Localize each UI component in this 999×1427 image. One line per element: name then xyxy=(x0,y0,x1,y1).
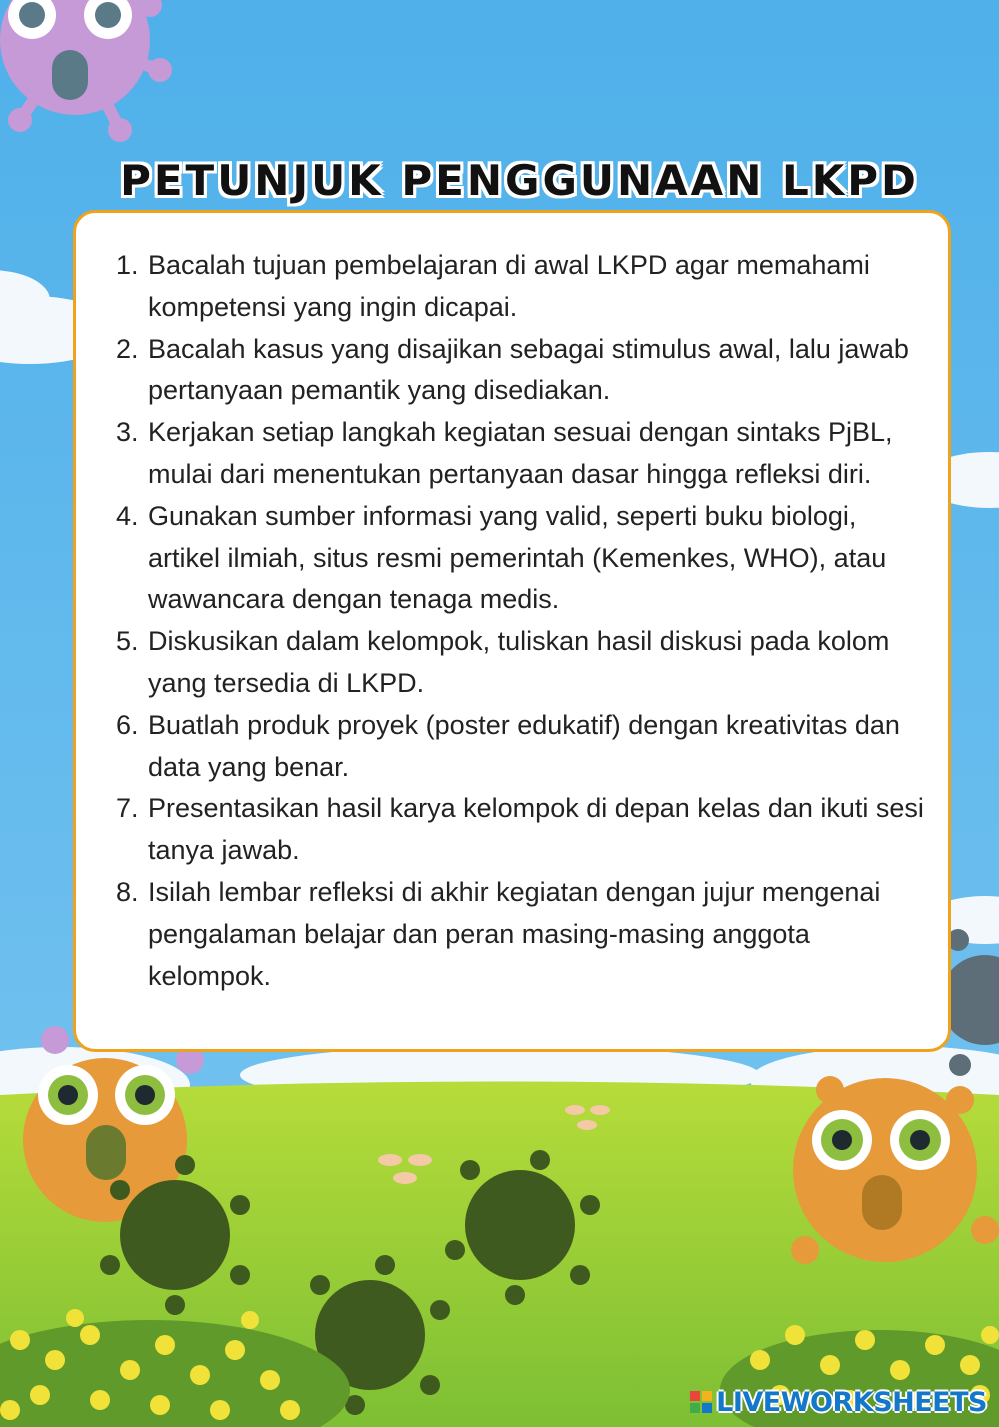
item-text: Presentasikan hasil karya kelompok di depan kelas dan ikuti sesi tanya jawab. xyxy=(148,793,924,866)
item-text: Kerjakan setiap langkah kegiatan sesuai dengan sintaks PjBL, mulai dari menentukan pertanyaan dasar hingga refleksi diri. xyxy=(148,417,893,489)
liveworksheets-logo-icon xyxy=(690,1391,712,1413)
list-item xyxy=(116,872,928,997)
item-text: Diskusikan dalam kelompok, tuliskan hasil diskusi pada kolom yang tersedia di LKPD. xyxy=(148,626,890,698)
instructions-list xyxy=(76,213,948,997)
watermark-text: LIVEWORKSHEETS xyxy=(716,1386,987,1418)
list-item xyxy=(116,705,928,789)
item-number: 2. xyxy=(116,333,139,364)
list-item xyxy=(116,788,928,872)
list-item xyxy=(116,412,928,496)
item-number: 5. xyxy=(116,626,139,657)
item-number: 4. xyxy=(116,500,139,531)
list-item xyxy=(116,621,928,705)
page-title: PETUNJUK PENGGUNAAN LKPD xyxy=(120,156,919,206)
instructions-card xyxy=(73,210,951,1052)
item-number: 1. xyxy=(116,250,139,280)
list-item xyxy=(116,329,928,413)
liveworksheets-watermark[interactable] xyxy=(690,1387,987,1417)
item-number: 6. xyxy=(116,709,139,740)
item-text: Buatlah produk proyek (poster edukatif) dengan kreativitas dan data yang benar. xyxy=(148,709,900,782)
item-text: Isilah lembar refleksi di akhir kegiatan dengan jujur mengenai pengalaman belajar dan peran masing-masing anggota kelompok. xyxy=(148,876,881,991)
item-number: 7. xyxy=(116,793,139,824)
item-text: Bacalah kasus yang disajikan sebagai stimulus awal, lalu jawab pertanyaan pemantik yang disediakan. xyxy=(148,333,909,406)
list-item xyxy=(116,245,928,329)
item-number: 3. xyxy=(116,417,139,448)
item-number: 8. xyxy=(116,876,139,907)
list-item xyxy=(116,496,928,621)
item-text: Gunakan sumber informasi yang valid, seperti buku biologi, artikel ilmiah, situs resmi pemerintah (Kemenkes, WHO), atau wawancara dengan tenaga medis. xyxy=(148,500,887,615)
item-text: Bacalah tujuan pembelajaran di awal LKPD agar memahami kompetensi yang ingin dicapai. xyxy=(148,250,870,322)
